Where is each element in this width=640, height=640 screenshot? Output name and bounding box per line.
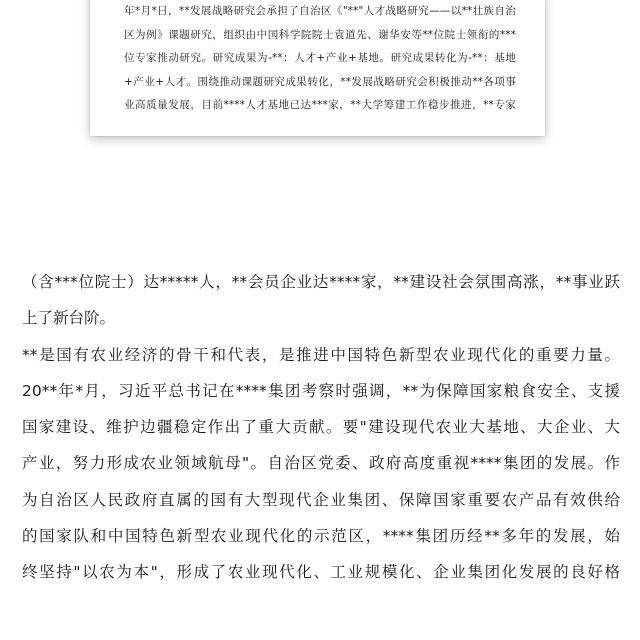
card-paragraph (124, 0, 516, 118)
body-text-line: **是国有农业经济的骨干和代表，是推进中国特色新型农业现代化的重要力量。 (22, 345, 620, 364)
body-text-line: 产业，努力形成农业领域航母"。自治区党委、政府高度重视****集团的发展。作 (22, 454, 620, 473)
card-text-line: 位专家推动研究。研究成果为-**：人才+产业+基地。研究成果转化为-**：基地 (124, 52, 516, 64)
body-text-line: （含***位院士）达*****人，**会员企业达****家，**建设社会氛围高涨，**事业跃 (22, 273, 620, 291)
body-text-line: 的国家队和中国特色新型农业现代化的示范区，****集团历经**多年的发展，始 (22, 527, 620, 546)
body-text-line: 为自治区人民政府直属的国有大型现代企业集团、保障国家重要农产品有效供给 (22, 490, 620, 509)
body-text-line: 终坚持"以农为本"，形成了农业现代化、工业规模化、企业集团化发展的良好格 (22, 563, 620, 582)
card-text-line: 业高质量发展，目前****人才基地已达***家，**大学筹建工作稳步推进，**专家 (124, 99, 516, 111)
body-text-line: 20**年*月，习近平总书记在****集团考察时强调，**为保障国家粮食安全、支援 (22, 381, 620, 400)
body-text-line: 上了新台阶。 (22, 309, 116, 328)
body-paragraphs (22, 264, 620, 591)
card-text-line: +产业+人才。围绕推动课题研究成果转化，**发展战略研究会积极推动**各项事 (124, 75, 516, 88)
card-text-line: 年*月*日，**发展战略研究会承担了自治区《"**"人才战略研究——以**壮族自治 (124, 5, 516, 17)
body-text-line: 国家建设、维护边疆稳定作出了重大贡献。要"建设现代农业大基地、大企业、大 (22, 418, 620, 437)
document-page-preview (90, 0, 545, 136)
card-text-line: 区为例》课题研究，组织由中国科学院院士袁道先、谢华安等**位院士领衔的*** (124, 28, 516, 41)
